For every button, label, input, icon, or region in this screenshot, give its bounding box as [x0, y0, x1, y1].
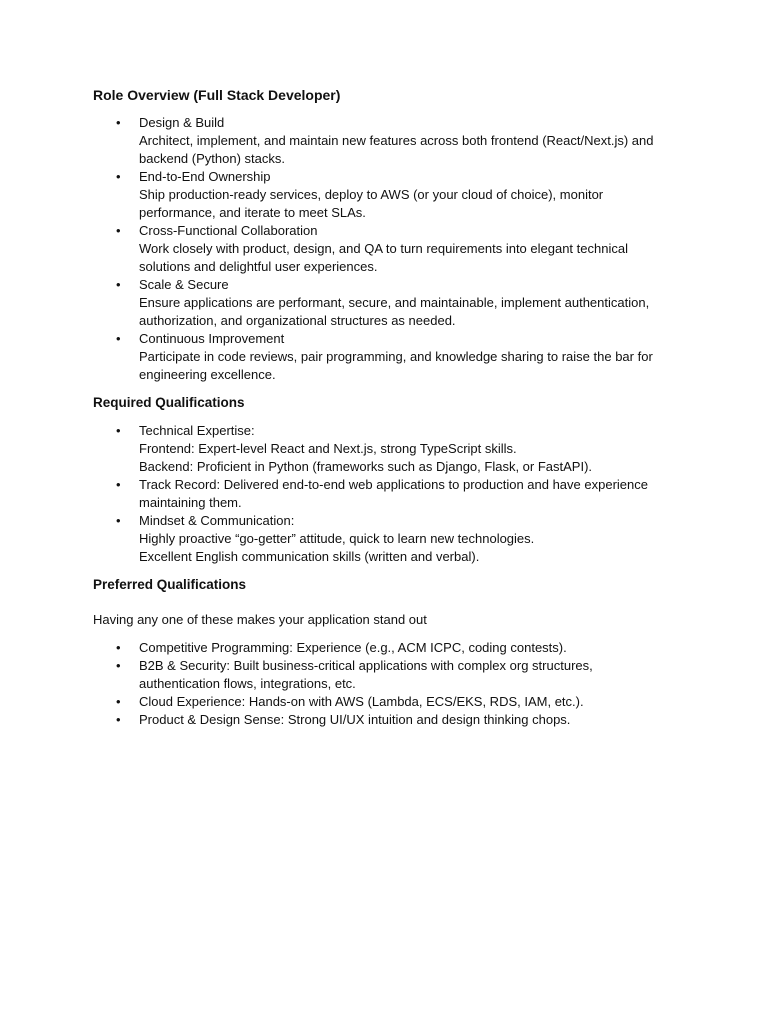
item-detail: Backend: Proficient in Python (frameworks such as Django, Flask, or FastAPI).: [139, 459, 593, 474]
role-overview-heading: Role Overview (Full Stack Developer): [93, 87, 341, 103]
bullet-icon: •: [116, 477, 121, 492]
item-text: Competitive Programming: Experience (e.g., ACM ICPC, coding contests).: [139, 640, 567, 655]
bullet-icon: •: [116, 712, 121, 727]
preferred-intro: Having any one of these makes your application stand out: [93, 612, 427, 627]
item-heading: Continuous Improvement: [139, 331, 285, 346]
item-heading: Design & Build: [139, 115, 225, 130]
list-item: [93, 330, 674, 384]
item-heading: Scale & Secure: [139, 277, 229, 292]
preferred-qualifications-heading: Preferred Qualifications: [93, 577, 247, 592]
required-qualifications-list: [93, 422, 693, 566]
list-item: [93, 711, 674, 729]
item-detail: Work closely with product, design, and QA to turn requirements into elegant technical solutions and delightful user experiences.: [139, 241, 628, 274]
list-item: [93, 512, 674, 566]
list-item: [93, 222, 674, 276]
list-item: [93, 422, 674, 476]
list-item: [93, 476, 674, 512]
bullet-icon: •: [116, 115, 121, 130]
item-detail: Highly proactive “go-getter” attitude, quick to learn new technologies.: [139, 531, 535, 546]
bullet-icon: •: [116, 423, 121, 438]
item-detail: Ship production-ready services, deploy to AWS (or your cloud of choice), monitor performance, and iterate to meet SLAs.: [139, 187, 604, 220]
list-item: [93, 657, 674, 693]
item-detail: Ensure applications are performant, secure, and maintainable, implement authentication, authorization, and organizational structures as needed.: [139, 295, 650, 328]
item-detail: Excellent English communication skills (written and verbal).: [139, 549, 480, 564]
bullet-icon: •: [116, 658, 121, 673]
required-qualifications-heading: Required Qualifications: [93, 395, 245, 410]
preferred-qualifications-list: [93, 639, 693, 729]
item-detail: Architect, implement, and maintain new features across both frontend (React/Next.js) and backend (Python) stacks.: [139, 133, 654, 166]
list-item: [93, 168, 674, 222]
list-item: [93, 114, 674, 168]
bullet-icon: •: [116, 694, 121, 709]
item-text: B2B & Security: Built business-critical applications with complex org structures, authentication flows, integrations, etc.: [139, 658, 593, 691]
item-heading: Cross-Functional Collaboration: [139, 223, 318, 238]
role-overview-list: [93, 114, 693, 384]
item-detail: Participate in code reviews, pair programming, and knowledge sharing to raise the bar for engineering excellence.: [139, 349, 653, 382]
bullet-icon: •: [116, 169, 121, 184]
bullet-icon: •: [116, 277, 121, 292]
bullet-icon: •: [116, 331, 121, 346]
list-item: [93, 276, 674, 330]
bullet-icon: •: [116, 513, 121, 528]
item-detail: Frontend: Expert-level React and Next.js, strong TypeScript skills.: [139, 441, 517, 456]
list-item: [93, 693, 674, 711]
item-text: Cloud Experience: Hands-on with AWS (Lambda, ECS/EKS, RDS, IAM, etc.).: [139, 694, 584, 709]
bullet-icon: •: [116, 223, 121, 238]
list-item: [93, 639, 674, 657]
item-heading: Mindset & Communication:: [139, 513, 295, 528]
item-text: Product & Design Sense: Strong UI/UX intuition and design thinking chops.: [139, 712, 571, 727]
document-page: [93, 86, 693, 729]
item-heading: Technical Expertise:: [139, 423, 255, 438]
bullet-icon: •: [116, 640, 121, 655]
item-heading: Track Record: Delivered end-to-end web applications to production and have experience maintaining them.: [139, 477, 648, 510]
item-heading: End-to-End Ownership: [139, 169, 271, 184]
